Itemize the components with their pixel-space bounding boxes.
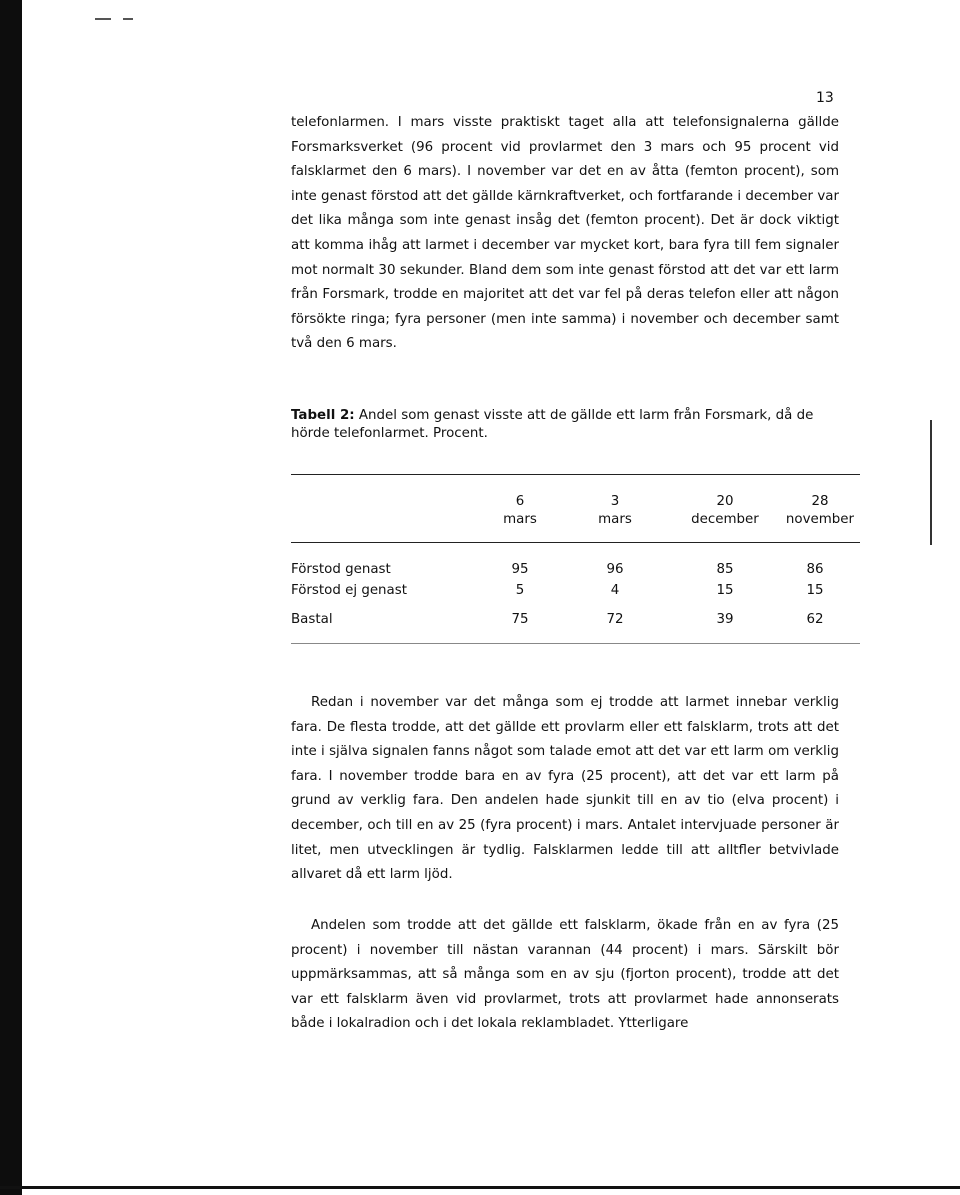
binding-edge-bar	[0, 0, 22, 1195]
table-top-rule	[291, 474, 860, 475]
header-month: december	[691, 512, 759, 527]
table-header-rule	[291, 542, 860, 543]
body-paragraph-2: Redan i november var det många som ej trodde att larmet innebar verklig fara. De flesta trodde, att det gällde ett provlarm eller ett falsklarm, trots att det inte i själva signalen fanns något som talade emot att det var ett larm om verklig fara. I november trodde bara en av fyra (25 procent), att det var ett larm på grund av verklig fara. Den andelen hade sjunkit till en av tio (elva procent) i december, och till en av 25 (fyra procent) i mars. Antalet intervjuade personer är litet, men utvecklingen är tydlig. Falsklarmen ledde till att alltfler betvivlade allvaret då ett larm ljöd.	[291, 695, 839, 883]
header-month: mars	[503, 512, 537, 527]
scan-mark	[95, 18, 111, 20]
table-caption-label: Tabell 2:	[291, 408, 355, 423]
table-cell: 5	[515, 583, 525, 598]
table-header-col-1	[490, 493, 550, 529]
header-day: 20	[716, 494, 734, 509]
table-cell: 95	[511, 562, 529, 577]
header-month: november	[785, 512, 855, 527]
table-cell: 72	[606, 612, 624, 627]
table-cell: 85	[716, 562, 734, 577]
table-cell: 15	[806, 583, 824, 598]
header-day: 6	[515, 494, 525, 509]
table-cell: 4	[610, 583, 620, 598]
table-header-col-2	[585, 493, 645, 529]
table-cell: 86	[806, 562, 824, 577]
page-number: 13	[816, 90, 834, 106]
table-bottom-rule	[291, 643, 860, 644]
table-row-label: Förstod genast	[291, 562, 391, 577]
table-cell: 62	[806, 612, 824, 627]
table-cell: 75	[511, 612, 529, 627]
table-row-label: Förstod ej genast	[291, 583, 407, 598]
table-caption	[291, 407, 846, 443]
table-header-col-4	[785, 493, 855, 529]
table-cell: 15	[716, 583, 734, 598]
scan-mark	[123, 18, 133, 20]
header-day: 3	[610, 494, 620, 509]
header-day: 28	[811, 494, 829, 509]
table-header-col-3	[680, 493, 770, 529]
margin-mark	[930, 420, 932, 545]
table-cell: 39	[716, 612, 734, 627]
table-row-label: Bastal	[291, 612, 333, 627]
page-bottom-rule	[0, 1186, 960, 1189]
header-month: mars	[598, 512, 632, 527]
body-paragraph-3: Andelen som trodde att det gällde ett falsklarm, ökade från en av fyra (25 procent) i november till nästan varannan (44 procent) i mars. Särskilt bör uppmärksammas, att så många som en av sju (fjorton procent), trodde att det var ett falsklarm även vid provlarmet, trots att provlarmet hade annonserats både i lokalradion och i det lokala reklambladet. Ytterligare	[291, 918, 839, 1032]
table-cell: 96	[606, 562, 624, 577]
table-caption-text: Andel som genast visste att de gällde ett larm från Forsmark, då de hörde telefonlarmet. Procent.	[291, 408, 814, 441]
body-paragraph-1: telefonlarmen. I mars visste praktiskt taget alla att telefonsignalerna gällde Forsmarksverket (96 procent vid provlarmet den 3 mars och 95 procent vid falsklarmet den 6 mars). I november var det en av åtta (femton procent), som inte genast förstod att det gällde kärnkraftverket, och fortfarande i december var det lika många som inte genast insåg det (femton procent). Det är dock viktigt att komma ihåg att larmet i december var mycket kort, bara fyra till fem signaler mot normalt 30 sekunder. Bland dem som inte genast förstod att det var ett larm från Forsmark, trodde en majoritet att det var fel på deras telefon eller att någon försökte ringa; fyra personer (men inte samma) i november och december samt två den 6 mars.	[291, 115, 839, 352]
